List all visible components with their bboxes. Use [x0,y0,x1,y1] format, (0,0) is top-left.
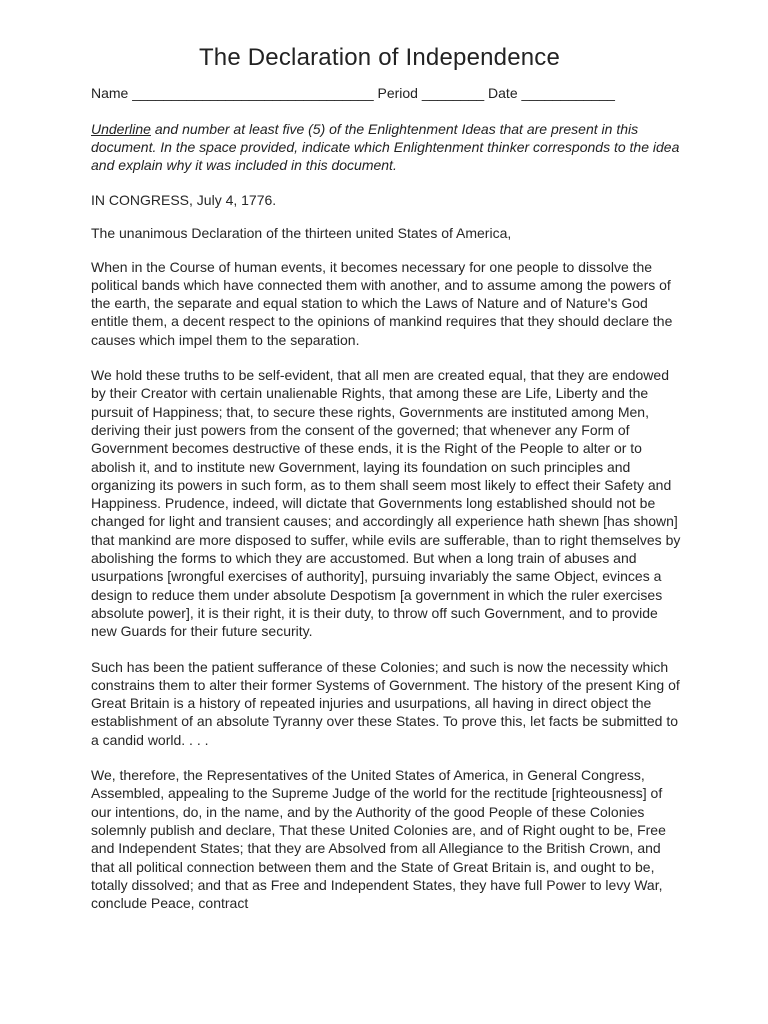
instructions [91,120,684,174]
declaration-heading: The unanimous Declaration of the thirteen united States of America, [91,225,512,242]
paragraph-conclusion: We, therefore, the Representatives of the United States of America, in General Congress, Assembled, appealing to the Supreme Judge of the world for the rectitude [righteousness] of our intentions, do, in the name, and by the Authority of the good People of these Colonies solemnly publish and declare, That these United Colonies are, and of Right ought to be, Free and Independent States; that they are Absolved from all Allegiance to the British Crown, and that all political connection between them and the State of Great Britain is, and ought to be, totally dissolved; and that as Free and Independent States, they have full Power to levy War, conclude Peace, contract [91,767,666,912]
instructions-underlined-word: Underline [91,121,151,137]
name-period-date-line: Name _______________________________ Period ________ Date ____________ [91,85,615,101]
congress-date-line: IN CONGRESS, July 4, 1776. [91,192,277,208]
instructions-text: and number at least five (5) of the Enlightenment Ideas that are present in this document. In the space provided, indicate which Enlightenment thinker corresponds to the idea and explain why it was included in this document. [91,121,680,173]
paragraph-sufferance: Such has been the patient sufferance of these Colonies; and such is now the necessity which constrains them to alter their former Systems of Government. The history of the present King of Great Britain is a history of repeated injuries and usurpations, all having in direct object the establishment of an absolute Tyranny over these States. To prove this, let facts be submitted to a candid world. . . . [91,658,680,748]
page-title: The Declaration of Independence [198,44,561,71]
paragraph-truths: We hold these truths to be self-evident, that all men are created equal, that they are endowed by their Creator with certain unalienable Rights, that among these are Life, Liberty and the pursuit of Happiness; that, to secure these rights, Governments are instituted among Men, deriving their just powers from the consent of the governed; that whenever any Form of Government becomes destructive of these ends, it is the Right of the People to alter or to abolish it, and to institute new Government, laying its foundation on such principles and organizing its powers in such form, as to them shall seem most likely to effect their Safety and Happiness. Prudence, indeed, will dictate that Governments long established should not be changed for light and transient causes; and accordingly all experience hath shewn [has shown] that mankind are more disposed to suffer, while evils are sufferable, than to right themselves by abolishing the forms to which they are accustomed. But when a long train of abuses and usurpations [wrongful exercises of authority], pursuing invariably the same Object, evinces a design to reduce them under absolute Despotism [a government in which the ruler exercises absolute power], it is their right, it is their duty, to throw off such Government, and to provide new Guards for their future security. [91,367,681,640]
paragraph-preamble: When in the Course of human events, it becomes necessary for one people to dissolve the political bands which have connected them with another, and to assume among the powers of the earth, the separate and equal station to which the Laws of Nature and of Nature's God entitle them, a decent respect to the opinions of mankind requires that they should declare the causes which impel them to the separation. [91,258,673,348]
